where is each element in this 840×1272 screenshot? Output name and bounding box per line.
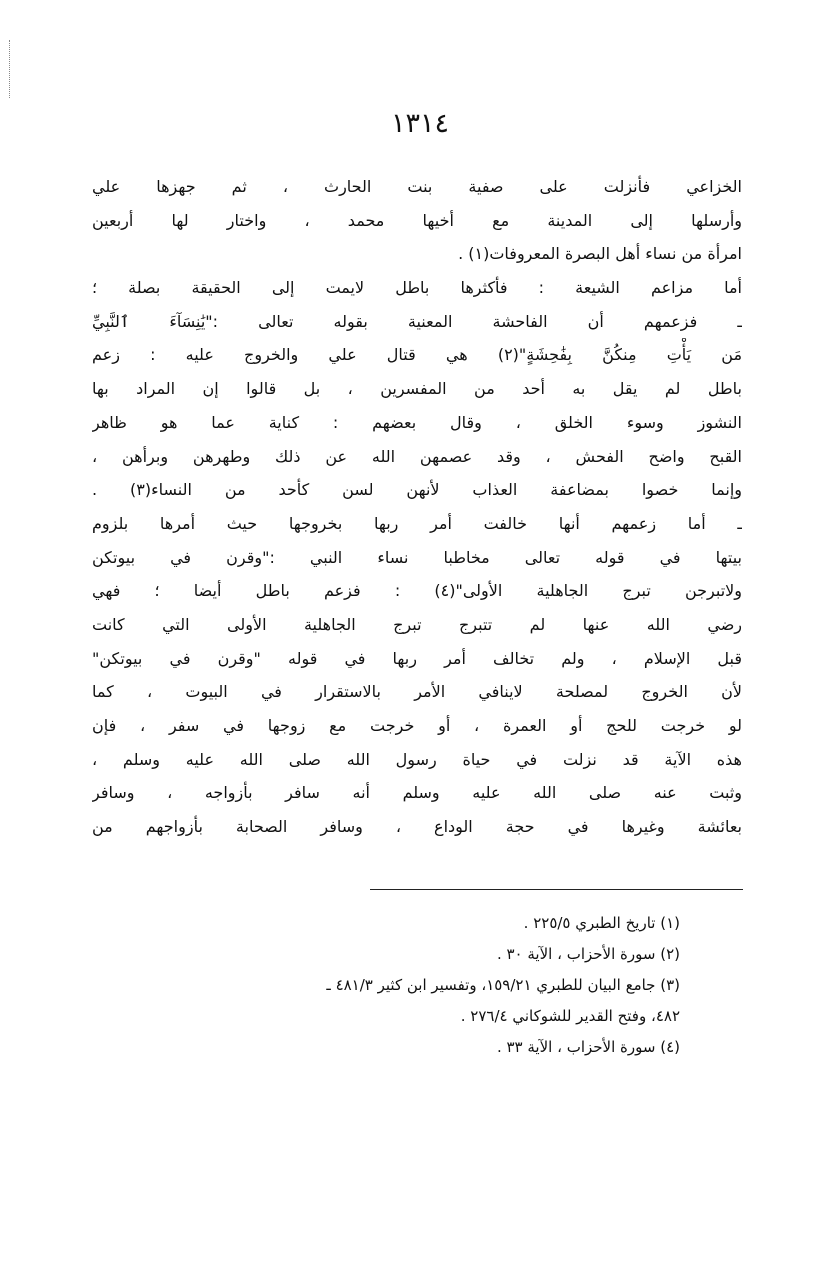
body-line: أما مزاعم الشيعة : فأكثرها باطل لايمت إلى الحقيقة بصلة ؛ bbox=[92, 278, 742, 298]
body-line: بيتها في قوله تعالى مخاطبا نساء النبي :"وقرن في بيوتكن bbox=[92, 547, 742, 567]
body-line: قبل الإسلام ، ولم تخالف أمر ربها في قوله "وقرن في بيوتكن" bbox=[92, 648, 742, 668]
scan-edge-mark bbox=[9, 40, 10, 98]
footnote-3: (٣) جامع البيان للطبري ١٥٩/٢١، وتفسير ابن كثير ٤٨١/٣ ـ bbox=[326, 976, 680, 994]
body-line: القبح واضح الفحش ، وقد عصمهن الله عن ذلك وطهرهن وبرأهن ، bbox=[92, 446, 742, 466]
body-line: هذه الآية قد نزلت في حياة رسول الله صلى الله عليه وسلم ، bbox=[92, 749, 742, 769]
footnote-divider bbox=[370, 889, 743, 890]
body-line: الخزاعي فأنزلت على صفية بنت الحارث ، ثم جهزها علي bbox=[92, 177, 742, 196]
footnotes bbox=[80, 908, 680, 1063]
body-line: ـ فزعمهم أن الفاحشة المعنية بقوله تعالى :"يَٰنِسَآءَ ٱلنَّبِيِّ bbox=[92, 311, 742, 331]
body-line: بعائشة وغيرها في حجة الوداع ، وسافر الصحابة بأزواجهم من bbox=[92, 817, 742, 837]
footnote-2: (٢) سورة الأحزاب ، الآية ٣٠ . bbox=[496, 945, 680, 963]
footnote-1: (١) تاريخ الطبري ٢٢٥/٥ . bbox=[523, 914, 680, 932]
body-line: ولاتبرجن تبرج الجاهلية الأولى"(٤) : فزعم باطل أيضا ؛ فهي bbox=[92, 581, 742, 601]
body-line: لأن الخروج لمصلحة لاينافي الأمر بالاستقرار في البيوت ، كما bbox=[92, 682, 742, 702]
body-line: مَن يَأْتِ مِنكُنَّ بِفَٰحِشَةٍ"(٢) هي قتال علي والخروج عليه : زعم bbox=[92, 345, 742, 365]
page-number: ١٣١٤ bbox=[390, 108, 449, 139]
body-line: وأرسلها إلى المدينة مع أخيها محمد ، واختار لها أربعين bbox=[92, 210, 742, 230]
body-line: وإنما خصوا بمضاعفة العذاب لأنهن لسن كأحد من النساء(٣) . bbox=[92, 480, 742, 500]
body-line: رضي الله عنها لم تتبرج تبرج الجاهلية الأولى التي كانت bbox=[92, 614, 742, 634]
body-line: وثبت عنه صلى الله عليه وسلم أنه سافر بأزواجه ، وسافر bbox=[92, 783, 742, 803]
body-line: لو خرجت للحج أو العمرة ، أو خرجت مع زوجها في سفر ، فإن bbox=[92, 716, 742, 735]
footnote-4: (٤) سورة الأحزاب ، الآية ٣٣ . bbox=[496, 1038, 680, 1056]
body-line: النشوز وسوء الخلق ، وقال بعضهم : كناية عما هو ظاهر bbox=[92, 412, 742, 432]
body-line: باطل لم يقل به أحد من المفسرين ، بل قالوا إن المراد بها bbox=[92, 379, 742, 399]
body-line: ـ أما زعمهم أنها خالفت أمر ربها بخروجها حيث أمرها بلزوم bbox=[92, 513, 742, 533]
body-line: امرأة من نساء أهل البصرة المعروفات(١) . bbox=[458, 244, 742, 264]
footnote-3-continued: ٤٨٢، وفتح القدير للشوكاني ٢٧٦/٤ . bbox=[460, 1007, 680, 1025]
body-text bbox=[92, 170, 742, 844]
